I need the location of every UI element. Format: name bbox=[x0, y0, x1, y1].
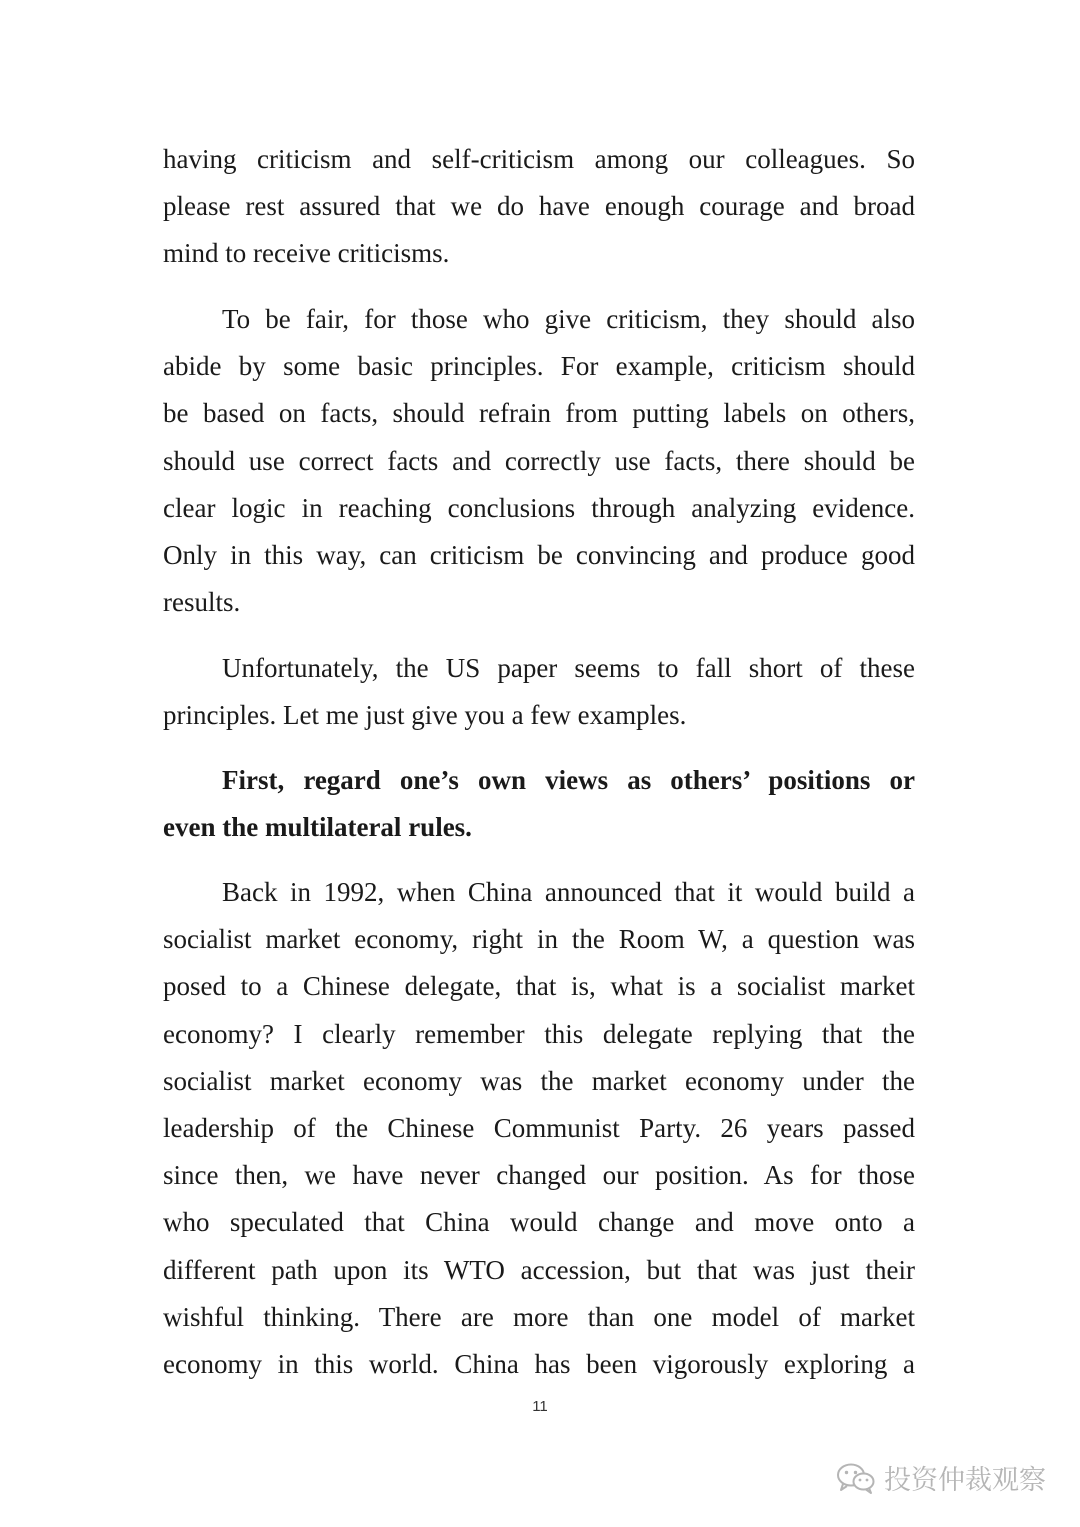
paragraph-1 bbox=[163, 136, 915, 278]
paragraph-line: be based on facts, should refrain from putting labels on others, bbox=[163, 398, 915, 429]
page-number: 11 bbox=[532, 1398, 548, 1415]
paragraph-line: wishful thinking. There are more than one model of market bbox=[163, 1301, 915, 1332]
paragraph-line: Only in this way, can criticism be convincing and produce good bbox=[163, 539, 915, 570]
heading-line: First, regard one’s own views as others’ positions or bbox=[222, 765, 915, 795]
paragraph-line: who speculated that China would change and move onto a bbox=[163, 1207, 915, 1238]
paragraph-4 bbox=[163, 869, 915, 1388]
paragraph-line: please rest assured that we do have enough courage and broad bbox=[163, 191, 915, 222]
paragraph-2 bbox=[163, 296, 915, 626]
paragraph-line: clear logic in reaching conclusions through analyzing evidence. bbox=[163, 492, 915, 523]
paragraph-line: economy in this world. China has been vigorously exploring a bbox=[163, 1348, 915, 1379]
paragraph-line: economy? I clearly remember this delegate replying that the bbox=[163, 1018, 915, 1049]
paragraph-line: Unfortunately, the US paper seems to fall short of these bbox=[222, 653, 915, 683]
paragraph-line: leadership of the Chinese Communist Party. 26 years passed bbox=[163, 1112, 915, 1143]
section-heading bbox=[163, 757, 915, 851]
paragraph-line: socialist market economy, right in the Room W, a question was bbox=[163, 924, 915, 955]
paragraph-line: Back in 1992, when China announced that it would build a bbox=[222, 877, 915, 907]
heading-line: even the multilateral rules. bbox=[163, 812, 472, 843]
paragraph-line: principles. Let me just give you a few examples. bbox=[163, 700, 687, 731]
paragraph-line: socialist market economy was the market economy under the bbox=[163, 1065, 915, 1096]
paragraph-line: results. bbox=[163, 587, 241, 618]
paragraph-line: since then, we have never changed our position. As for those bbox=[163, 1160, 915, 1191]
paragraph-3 bbox=[163, 645, 915, 739]
paragraph-line: different path upon its WTO accession, but that was just their bbox=[163, 1254, 915, 1285]
paragraph-line: mind to receive criticisms. bbox=[163, 238, 450, 269]
wechat-logo-icon bbox=[836, 1461, 876, 1495]
paragraph-line: should use correct facts and correctly use facts, there should be bbox=[163, 445, 915, 476]
paragraph-line: having criticism and self-criticism among our colleagues. So bbox=[163, 144, 915, 174]
paragraph-line: posed to a Chinese delegate, that is, what is a socialist market bbox=[163, 971, 915, 1002]
paragraph-line: abide by some basic principles. For example, criticism should bbox=[163, 351, 915, 382]
paragraph-line: To be fair, for those who give criticism, they should also bbox=[222, 304, 915, 334]
watermark bbox=[836, 1458, 1046, 1497]
watermark-text: 投资仲裁观察 bbox=[884, 1465, 1046, 1496]
